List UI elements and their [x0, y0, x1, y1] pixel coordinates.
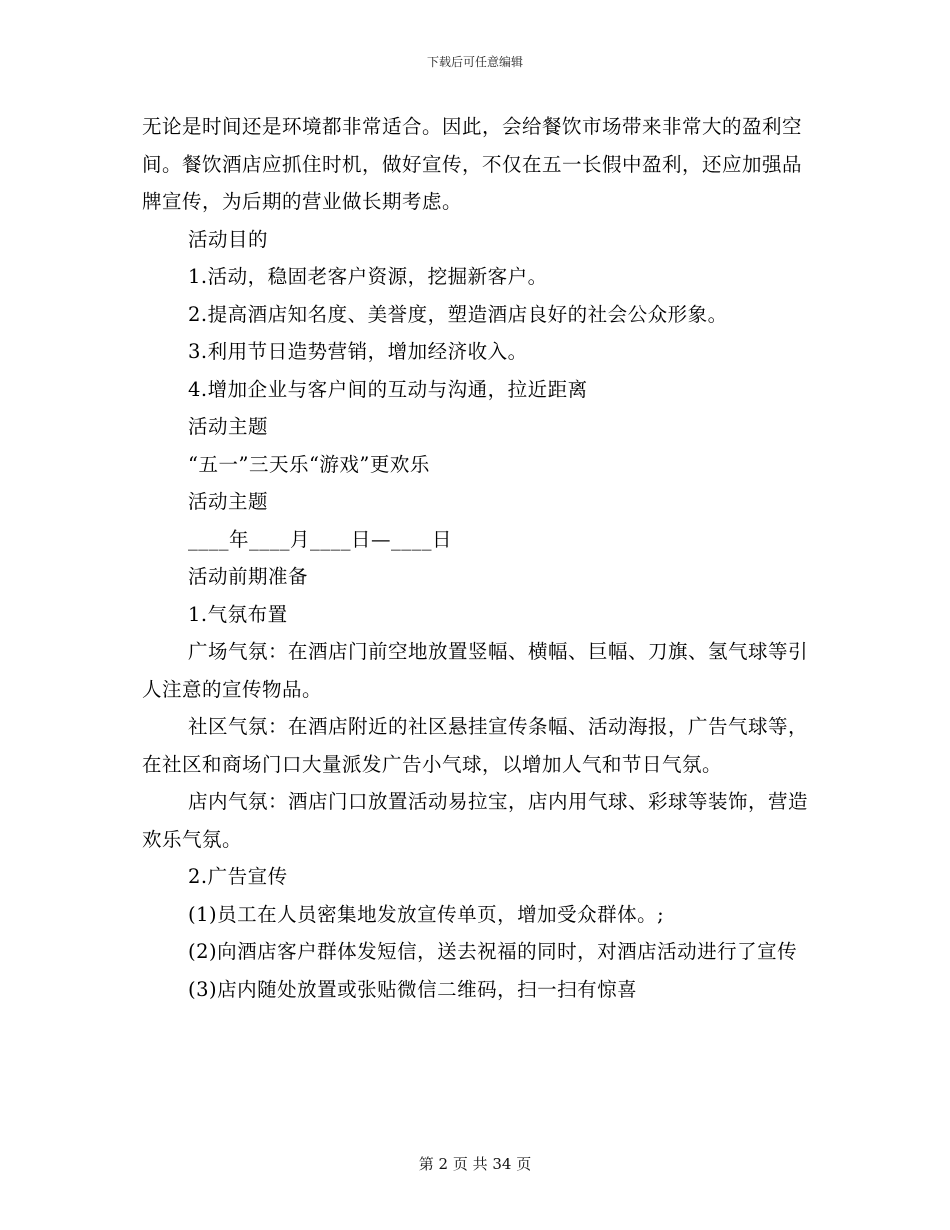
document-body — [142, 108, 810, 1008]
paragraph: 店内气氛：酒店门口放置活动易拉宝，店内用气球、彩球等装饰，营造欢乐气氛。 — [142, 790, 809, 851]
list-item: (1)员工在人员密集地发放宣传单页，增加受众群体。; — [188, 902, 665, 926]
date-line: ____年____月____日—____日 — [188, 527, 453, 551]
paragraph: “五一”三天乐“游戏”更欢乐 — [188, 452, 430, 476]
list-item: (3)店内随处放置或张贴微信二维码，扫一扫有惊喜 — [188, 977, 638, 1001]
page-footer: 第 2 页 共 34 页 — [418, 1155, 532, 1173]
section-heading-purpose: 活动目的 — [188, 227, 269, 251]
list-item: 4.增加企业与客户间的互动与沟通，拉近距离 — [188, 377, 588, 401]
list-item: (2)向酒店客户群体发短信，送去祝福的同时，对酒店活动进行了宣传 — [188, 940, 798, 963]
paragraph: 无论是时间还是环境都非常适合。因此，会给餐饮市场带来非常大的盈利空间。餐饮酒店应抓住时机，做好宣传，不仅在五一长假中盈利，还应加强品牌宣传，为后期的营业做长期考虑。 — [142, 115, 803, 213]
page-header: 下载后可任意编辑 — [426, 55, 523, 69]
paragraph: 社区气氛：在酒店附近的社区悬挂宣传条幅、活动海报，广告气球等，在社区和商场门口大量派发广告小气球，以增加人气和节日气氛。 — [142, 715, 809, 776]
list-item: 1.活动，稳固老客户资源，挖掘新客户。 — [188, 265, 548, 288]
section-heading-theme: 活动主题 — [188, 490, 269, 513]
subsection-heading: 1.气氛布置 — [188, 602, 288, 626]
paragraph: 广场气氛：在酒店门前空地放置竖幅、横幅、巨幅、刀旗、氢气球等引人注意的宣传物品。 — [142, 640, 809, 701]
section-heading-preparation: 活动前期准备 — [188, 565, 309, 588]
subsection-heading: 2.广告宣传 — [188, 865, 288, 888]
list-item: 3.利用节日造势营销，增加经济收入。 — [188, 340, 528, 363]
list-item: 2.提高酒店知名度、美誉度，塑造酒店良好的社会公众形象。 — [188, 302, 728, 326]
section-heading-theme: 活动主题 — [188, 415, 269, 438]
